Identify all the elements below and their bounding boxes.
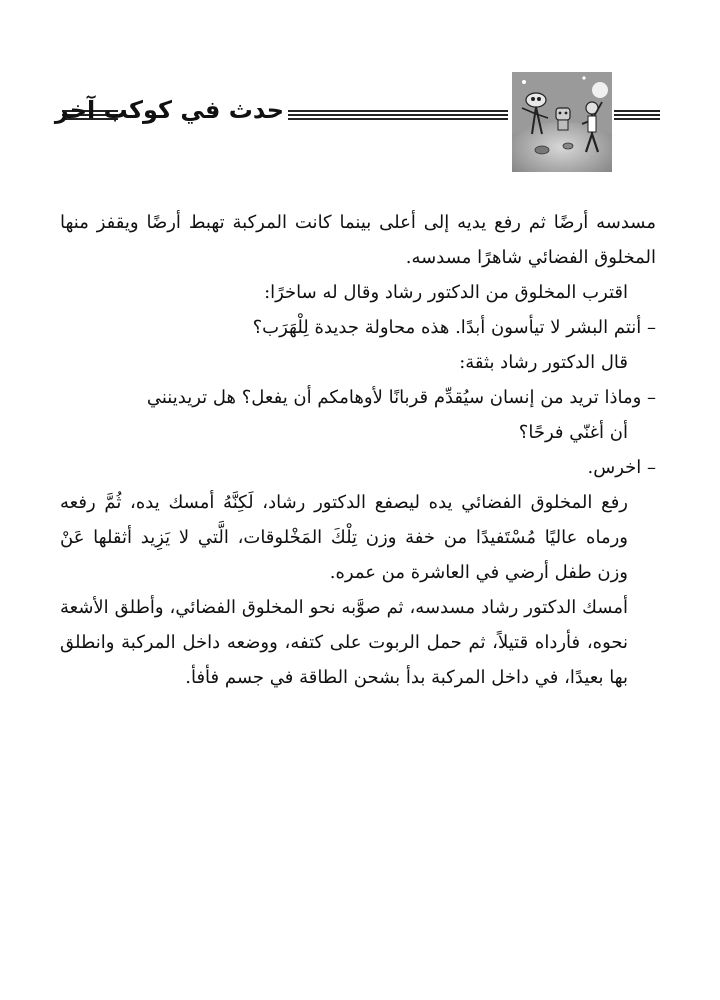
- paragraph: أمسك الدكتور رشاد مسدسه، ثم صوَّبه نحو المخلوق الفضائي، وأطلق الأشعة نحوه، فأرداه قتيلاً، ثم حمل الربوت على كتفه، ووضعه داخل المركبة وانطلق بها بعيدًا، في داخل المركبة بدأ بشحن الطاقة في جسم فأفأ.: [60, 597, 628, 688]
- dialog-line: – وماذا تريد من إنسان سيُقدِّم قربانًا لأوهامكم أن يفعل؟ هل تريدينني: [146, 387, 656, 408]
- paragraph: مسدسه أرضًا ثم رفع يديه إلى أعلى بينما كانت المركبة تهبط أرضًا ويقفز منها المخلوق الفضائي شاهرًا مسدسه.: [60, 212, 656, 268]
- paragraph: رفع المخلوق الفضائي يده ليصفع الدكتور رشاد، لَكِنَّهُ أمسك يده، ثُمَّ رفعه ورماه عاليًا مُسْتَفيدًا من خفة وزن تِلْكَ المَخْلوقات، الَّتي لا يَزِيد أثقلها عَنْ وزن طفل أرضي في العاشرة من عمره.: [60, 492, 628, 583]
- dialog-line-continued: أن أغنّي فرحًا؟: [518, 422, 628, 443]
- dialog-line: – اخرس.: [587, 457, 656, 478]
- header-rule-right: [614, 110, 660, 122]
- chapter-header: [54, 72, 660, 172]
- chapter-illustration: [512, 72, 612, 172]
- paragraph: اقترب المخلوق من الدكتور رشاد وقال له ساخرًا:: [264, 282, 628, 303]
- chapter-body: [60, 205, 656, 695]
- header-rule-middle: [288, 110, 508, 122]
- chapter-title: حدث في كوكب آخر: [54, 96, 284, 124]
- dialog-line: – أنتم البشر لا تيأسون أبدًا. هذه محاولة جديدة لِلْهَرَب؟: [252, 317, 656, 338]
- paragraph: قال الدكتور رشاد بثقة:: [459, 352, 628, 373]
